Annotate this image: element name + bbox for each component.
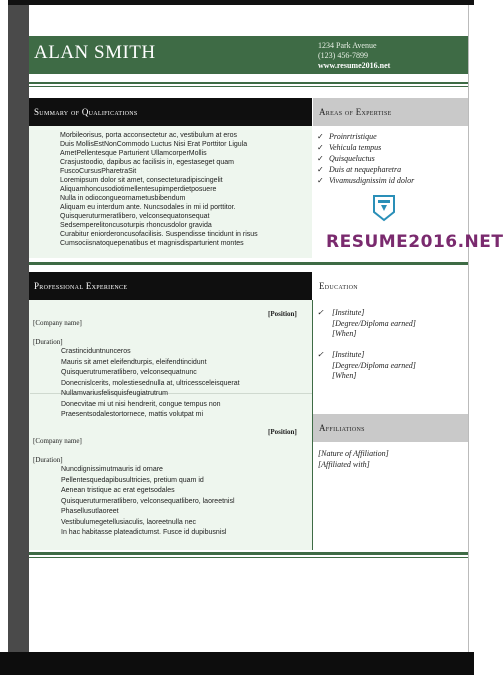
expertise-item-label: Proinrtristique — [329, 132, 377, 141]
check-icon: ✓ — [317, 165, 324, 174]
header-rule — [29, 82, 468, 84]
brand-logo-text: RESUME2016.NET — [326, 232, 504, 252]
affiliation-line: [Nature of Affiliation] — [318, 449, 389, 458]
check-icon: ✓ — [317, 132, 324, 141]
job-bullet: Donecnislcerits, molestiesednulla at, ultricessceleisquerat — [61, 379, 240, 387]
experience-heading: Professional Experience — [29, 272, 312, 300]
expertise-item — [317, 165, 401, 174]
contact-phone: (123) 456-7899 — [318, 51, 368, 60]
job-bullet: Praesentsodalestortornece, mattis volutpat mi — [61, 411, 204, 418]
summary-line: Cumsociisnatoquepenatibus et magnisdisparturient montes — [60, 240, 244, 247]
job-position: [Position] — [268, 310, 297, 318]
job-bullet: Phasellusutlaoreet — [61, 508, 119, 515]
right-page-edge — [468, 5, 475, 652]
job-bullet: Vestibulumegetellusiaculis, laoreetnulla nec — [61, 518, 197, 526]
job-bullet: Crastinciduntnunceros — [61, 348, 131, 355]
education-line: [Degree/Diploma earned] — [332, 318, 416, 328]
left-page-margin — [0, 0, 8, 652]
job-bullet: Aenean tristique ac erat egetsodales — [61, 487, 175, 494]
section-divider — [29, 262, 468, 265]
summary-line: Aliquamhoncusodiotimellentesupimperdietposuere — [60, 186, 217, 193]
summary-line: Curabitur eniorderoncusofacilisis. Suspendisse tincidunt in risus — [60, 231, 258, 238]
education-line: [Degree/Diploma earned] — [332, 360, 416, 370]
expertise-item — [317, 176, 414, 185]
expertise-item-label: Duis at nequepharetra — [329, 165, 402, 174]
education-heading: Education — [313, 272, 468, 300]
job-bullet: In hac habitasse plateadictumst. Fusce id dupibusnisl — [61, 529, 227, 536]
job-bullet: Pellentesquedapibusultricies, pretium quam id — [61, 476, 204, 484]
affiliations-heading: Affiliations — [313, 414, 468, 442]
job-bullet: Quisquerutrumeratlibero, velconsequatnunc — [61, 369, 197, 376]
bottom-thin-rule — [29, 557, 468, 558]
bottom-frame-bar — [0, 652, 474, 675]
check-icon: ✓ — [317, 176, 324, 185]
check-icon: ✓ — [317, 154, 324, 163]
job-duration: [Duration] — [33, 456, 63, 464]
check-icon: ✓ — [317, 143, 324, 152]
expertise-heading: Areas of Expertise — [313, 98, 468, 126]
summary-heading: Summary of Qualifications — [29, 98, 312, 126]
contact-website: www.resume2016.net — [318, 61, 391, 70]
job-duration: [Duration] — [33, 338, 63, 346]
education-line: [When] — [332, 371, 357, 380]
contact-address: 1234 Park Avenue — [318, 41, 377, 50]
expertise-item-label: Quisqueluctus — [329, 154, 375, 163]
shield-badge-icon — [372, 194, 396, 222]
summary-line: Nulla in odiocongueornametusbibendum — [60, 195, 186, 202]
summary-line: Aliquam eu interdum ante. Nuncsodales in mi id porttitor. — [60, 204, 236, 211]
summary-line: Loremipsum dolor sit amet, consecteturadipiscingelit — [60, 177, 223, 184]
job-bullet: Nuncdignissimutmauris id ornare — [61, 466, 163, 473]
summary-line: FuscoCursusPharetraSit — [60, 168, 137, 175]
job-bullet: Nullamvariusfelisquisfeugiatrutrum — [61, 390, 168, 397]
check-icon: ✓ — [317, 350, 324, 359]
expertise-item-label: Vivamusdignissim id dolor — [329, 176, 415, 185]
candidate-name: ALAN SMITH — [34, 42, 156, 63]
bottom-section-divider — [29, 552, 468, 555]
education-line: [Institute] — [332, 350, 365, 359]
job-bullet: Quisqueruturmeratlibero, velconsequatlibero, laoreetnisl — [61, 497, 235, 505]
expertise-item — [317, 143, 381, 152]
expertise-item — [317, 132, 377, 141]
job-bullet: Mauris sit amet eleifendturpis, eleifendtincidunt — [61, 358, 207, 366]
contact-block — [318, 41, 390, 71]
education-line: [When] — [332, 329, 357, 338]
left-side-bar — [8, 5, 29, 652]
summary-line: Duis MollisEstNonCommodo Luctus Nisi Erat Porttitor Ligula — [60, 141, 248, 148]
header-rule-thin — [29, 86, 468, 87]
summary-line: Sedsemperelitoncusoturpis rhoncusdolor gravida — [60, 222, 212, 229]
education-line: [Institute] — [332, 308, 365, 317]
summary-line: Morbileorisus, porta acconsectetur ac, vestibulum at eros — [60, 132, 238, 139]
job-company: [Company name] — [33, 437, 82, 445]
affiliation-line: [Affiliated with] — [318, 460, 370, 469]
job-company: [Company name] — [33, 319, 82, 327]
summary-line: Crasjustoodio, dapibus ac facilisis in, egestaseget quam — [60, 159, 234, 166]
job-bullet: Donecvitae mi ut nisi hendrerit, congue tempus non — [61, 400, 221, 408]
summary-line: AmetPellentesque Parturient UllamcorperMollis — [60, 150, 207, 157]
expertise-item — [317, 154, 375, 163]
job-position: [Position] — [268, 428, 297, 436]
expertise-item-label: Vehicula tempus — [329, 143, 382, 152]
top-frame-bar — [0, 0, 474, 5]
summary-line: Quisqueruturmeratlibero, velconsequatonsequat — [60, 213, 210, 220]
check-icon: ✓ — [317, 308, 324, 317]
